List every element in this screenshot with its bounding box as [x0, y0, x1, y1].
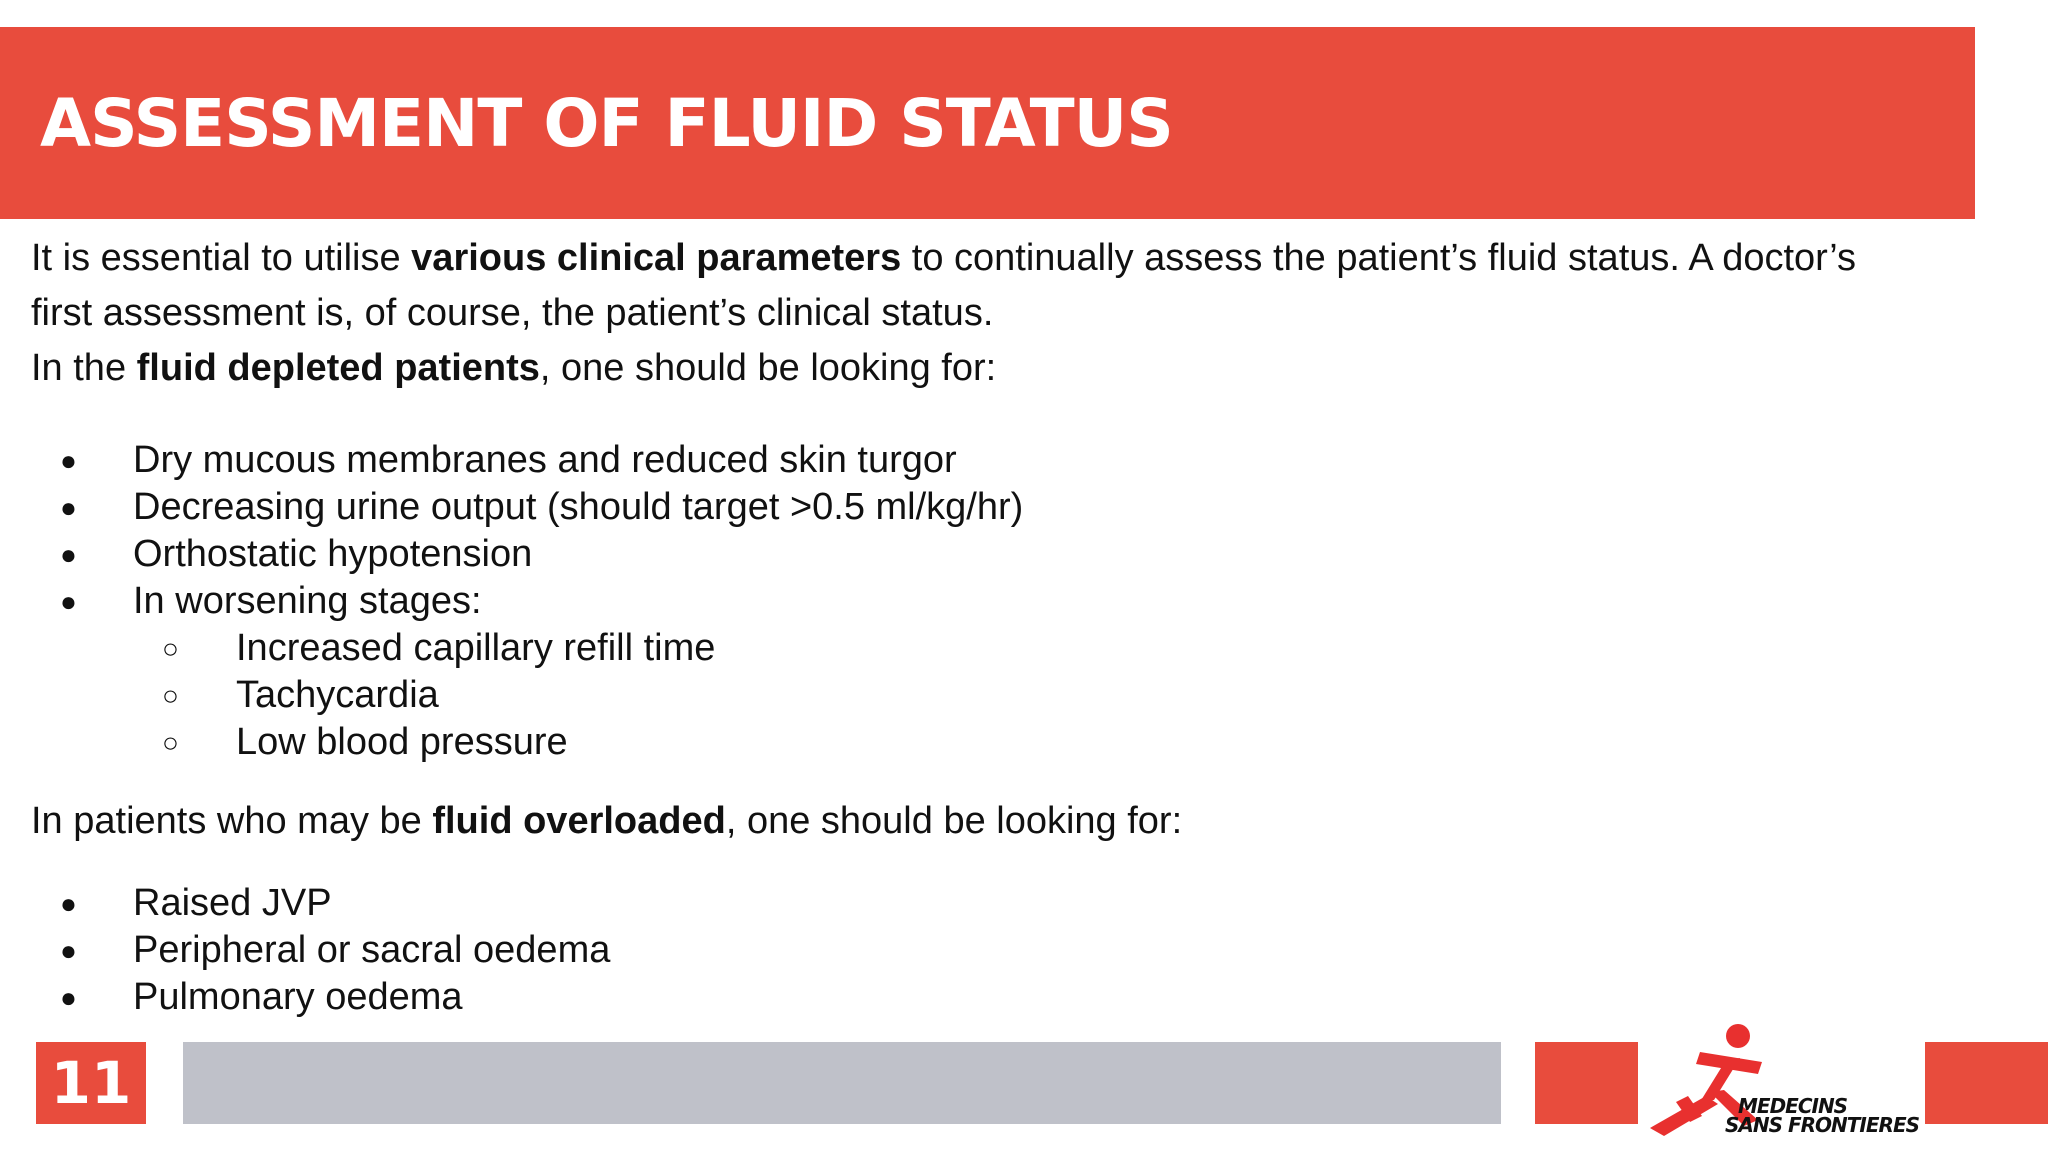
bullet-icon: ● — [60, 935, 77, 966]
list-item — [0, 484, 1023, 531]
msf-logo — [1640, 1018, 1925, 1138]
bullet-icon: ● — [60, 539, 77, 570]
list-item — [0, 880, 610, 927]
bullet-icon: ● — [60, 445, 77, 476]
intro-line-2: first assessment is, of course, the patient’s clinical status. — [31, 292, 994, 334]
hollow-bullet-icon: ○ — [162, 633, 179, 664]
list-item — [0, 531, 1023, 578]
list-item-text: Orthostatic hypotension — [133, 533, 533, 575]
list-item — [0, 974, 610, 1021]
intro-text-end: to continually assess the patient’s fluid status. A doctor’s — [901, 237, 1856, 279]
bullet-icon: ● — [60, 888, 77, 919]
slide-title: ASSESSMENT OF FLUID STATUS — [40, 85, 1173, 162]
bullet-icon: ● — [60, 492, 77, 523]
list-item-text: Decreasing urine output (should target >0.5 ml/kg/hr) — [133, 486, 1024, 528]
list-item-text: Pulmonary oedema — [133, 976, 463, 1018]
intro-bold: various clinical parameters — [411, 237, 902, 279]
sub-list-item — [0, 625, 1023, 672]
overloaded-heading — [31, 799, 1182, 845]
footer-red-block — [1535, 1042, 1638, 1124]
intro-text: It is essential to utilise — [31, 237, 412, 279]
list-item-text: In worsening stages: — [133, 580, 482, 622]
intro-line-1 — [31, 236, 1856, 282]
list-item — [0, 927, 610, 974]
footer-red-block-right — [1925, 1042, 2048, 1124]
overloaded-heading-bold: fluid overloaded — [432, 800, 726, 842]
depleted-heading-pre: In the — [31, 347, 137, 389]
depleted-heading-post: , one should be looking for: — [539, 347, 997, 389]
list-item-text: Peripheral or sacral oedema — [133, 929, 611, 971]
sub-list-item-text: Low blood pressure — [236, 721, 568, 763]
depleted-heading-bold: fluid depleted patients — [136, 347, 540, 389]
footer-gray-bar — [183, 1042, 1501, 1124]
overloaded-list — [0, 880, 610, 1021]
list-item — [0, 578, 1023, 625]
logo-text-line-1: MEDECINS — [1738, 1094, 1848, 1118]
hollow-bullet-icon: ○ — [162, 727, 179, 758]
sub-list-item — [0, 672, 1023, 719]
title-bar — [0, 27, 1975, 219]
bullet-icon: ● — [60, 586, 77, 617]
list-item-text: Dry mucous membranes and reduced skin turgor — [133, 439, 957, 481]
overloaded-heading-pre: In patients who may be — [31, 800, 433, 842]
sub-list-item-text: Tachycardia — [236, 674, 439, 716]
overloaded-heading-post: , one should be looking for: — [725, 800, 1183, 842]
sub-list-item-text: Increased capillary refill time — [236, 627, 716, 669]
bullet-icon: ● — [60, 982, 77, 1013]
depleted-list — [0, 437, 1023, 766]
list-item — [0, 437, 1023, 484]
hollow-bullet-icon: ○ — [162, 680, 179, 711]
depleted-heading — [31, 346, 996, 392]
logo-text-line-2: SANS FRONTIERES — [1725, 1113, 1920, 1137]
sub-list-item — [0, 719, 1023, 766]
page-number: 11 — [36, 1042, 146, 1124]
list-item-text: Raised JVP — [133, 882, 332, 924]
